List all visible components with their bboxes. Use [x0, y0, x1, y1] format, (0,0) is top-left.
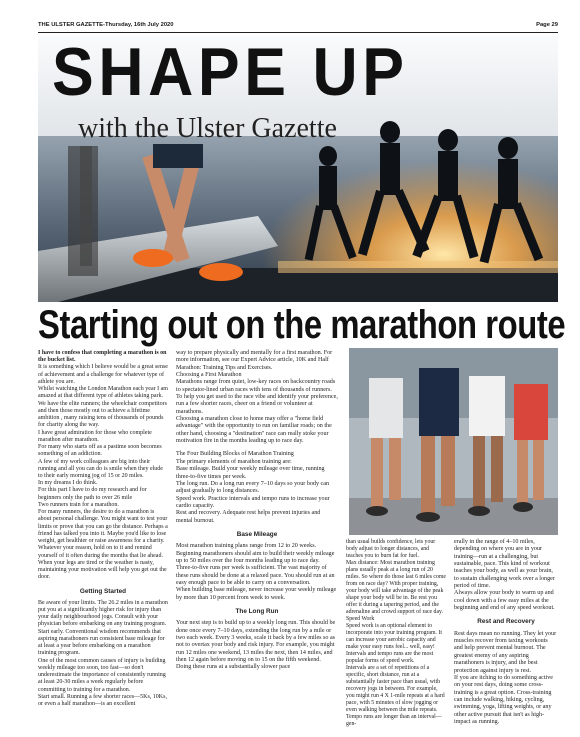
paragraph: We have the elite runners; the wheelchair competitors and then those mostly out to achieve a lifetime ambition , many raising tens of thousands of pounds for charity along the way.: [38, 400, 167, 429]
paragraph: When building base mileage, never increase your weekly mileage by more than 10 percent from week to week.: [176, 587, 337, 601]
hero-subtitle: with the Ulster Gazette: [78, 113, 337, 144]
paragraph: Speed work is an optional element to incorporate into your training program. It can increase your aerobic capacity and make your easy runs feel... well, easy! Intervals and tempo runs are the most popular forms of speed work.: [346, 622, 442, 664]
paragraph: The Four Building Blocks of Marathon Training: [176, 451, 294, 458]
paragraph: Marathons range from quiet, low-key races on backcountry roads to spectator-lined urban races with tens of thousands of runners. To help you get used to the race vibe and identify your preference, run a few shorter races, cheer on a friend or volunteer at marathons.: [176, 379, 338, 415]
paragraph: A few of my work colleagues are big into their running and all you can do is smile when they elude to their early morning jog of 15 or 20 miles.: [38, 458, 163, 479]
section-heading: Base Mileage: [236, 530, 278, 538]
paragraph: Max distance: Most marathon training plans usually peak at a long run of 20 miles. So where do those last 6 miles come from on race day? With proper training, your body will take advantage of the peak shape your body will be in. Be rest you offer it during a tapering period, and the adrenaline and crowd support of race day.: [346, 559, 446, 615]
paragraph: For many runners, the desire to do a marathon is about personal challenge. You might want to test your limits or prove that you can go the distance. Perhaps a friend has talked you into it. Maybe you'd like to lose weight, get healthier or raise awareness for a charity.: [38, 509, 168, 545]
paragraph: One of the most common causes of injury is building weekly mileage too soon, too fast—so don't underestimate the importance of consistently running at least 20-30 miles a week regularly before committing to training for a marathon.: [38, 657, 166, 693]
article-column-2: [176, 350, 338, 672]
lead-paragraph: I have to confess that completing a marathon is on the bucket list.: [38, 350, 167, 364]
paragraph: Start early. Conventional wisdom recommends that aspiring marathoners run consistent base mileage for at least a year before embarking on a marathon training program.: [38, 628, 165, 657]
paragraph: Two runners train for a marathon.: [38, 501, 119, 508]
paragraph: Tempo runs are longer than an interval—gen-: [346, 713, 442, 727]
paragraph: Whatever your reason, hold on to it and remind yourself of it often during the months that lie ahead. When your legs are tired or the weather is nasty, maintaining your motivation will help you get out the door.: [38, 545, 167, 581]
paragraph: Base mileage. Build your weekly mileage over time, running three-to-five times per week.: [176, 466, 325, 480]
paragraph: Most marathon training plans range from 12 to 20 weeks. Beginning marathoners should aim to build their weekly mileage up to 50 miles over the four months leading up to race day.: [176, 543, 335, 564]
paragraph: The primary elements of marathon training are:: [176, 458, 292, 465]
paragraph: Always allow your body to warm up and cool down with a few easy miles at the beginning and end of any speed workout.: [454, 590, 555, 612]
paragraph: than usual builds confidence, lets your body adjust to longer distances, and teaches you to burn fat for fuel.: [346, 539, 436, 559]
paragraph: Start small. Running a few shorter races—5Ks, 10Ks, or even a half marathon—is an excellent: [38, 693, 167, 708]
paragraph: For many who starts off as a pastime soon becomes something of an addiction.: [38, 444, 162, 458]
paragraph: Three-to-five runs per week is sufficient. The vast majority of these runs should be done at a relaxed pace. You should run at an easy enough pace to be able to carry on a conversation.: [176, 565, 335, 586]
paragraph: Intervals are a set of repetitions of a specific, short distance, run at a substantially faster pace than usual, with recovery jogs in between. For example, you might run 4 X 1-mile repeats at a hard pace, with 5 minutes of slow jogging or even walking between the mile repeats.: [346, 664, 445, 713]
article-headline: Starting out on the marathon route: [38, 303, 566, 347]
hero-title: SHAPE UP: [52, 36, 409, 110]
paragraph: Choosing a marathon close to home may offer a "home field advantage" with the opportunity to run on familiar roads; on the other hand, choosing a "destination" race can really stoke your motivation fire in the months leading up to race day.: [176, 416, 332, 445]
paragraph: Rest days mean no running. They let your muscles recover from taxing workouts and help prevent mental burnout. The greatest enemy of any aspiring marathoners is injury, and the best protection against injury is rest.: [454, 630, 557, 674]
section-heading: Rest and Recovery: [477, 618, 535, 626]
paragraph: In my dreams I do think.: [38, 480, 98, 487]
paragraph: Rest and recovery. Adequate rest helps prevent injuries and mental burnout.: [176, 510, 321, 524]
paragraph: If you are itching to do something active on your rest days, doing some cross-training is a great option. Cross-training can include walking, hiking, cycling, swimming, yoga, lifting weights, or any other active pursuit that isn't as high-impact as running.: [454, 674, 553, 725]
paragraph: Be aware of your limits. The 26.2 miles in a marathon put you at a significantly higher risk for injury than your daily neighbourhood jogs. Consult with your physician before embarking on any training program.: [38, 599, 168, 628]
paragraph: Speed Work: [346, 615, 375, 622]
runners-photo: [349, 348, 558, 535]
paragraph: erally in the range of 4–10 miles, depending on where you are in your training—run at a challenging, but sustainable, pace. This kind of workout teaches your body, as well as your brain, to sustain challenging work over a longer period of time.: [454, 539, 555, 590]
section-heading: Getting Started: [79, 587, 127, 595]
article-column-3: [346, 539, 446, 728]
masthead-date: THE ULSTER GAZETTE-Thursday, 16th July 2020: [38, 22, 174, 28]
paragraph: I have great admiration for those who complete marathon after marathon.: [38, 429, 152, 443]
paragraph: Whilst watching the London Marathon each year I am amazed at that different type of athletes taking park.: [38, 386, 168, 400]
paragraph: way to prepare physically and mentally for a first marathon. For more information, see our Expert Advice article, 10K and Half Marathon: Training Tips and Exercises.: [176, 350, 333, 371]
paragraph: Choosing a First Marathon: [176, 372, 242, 379]
paragraph: Your next step is to build up to a weekly long run. This should be done once every 7–10 days, extending the long run by a mile or two each week. Every 3 weeks, scale it back by a few miles so as not to overtax your body and risk injury. For example, you might run 12 miles one weekend, 13 miles the next, then 14 miles, and then 12 again before moving on to 15 on the fifth weekend.: [176, 620, 336, 664]
hero-photo: [38, 36, 558, 302]
paragraph: The long run. Do a long run every 7–10 days so your body can adjust gradually to long distances.: [176, 480, 329, 495]
section-heading: The Long Run: [235, 608, 279, 615]
paragraph: For this part I have to do my research and for beginners only the path to over 26 mile: [38, 487, 147, 501]
runners-illustration: [349, 348, 558, 535]
paragraph: Speed work. Practice intervals and tempo runs to increase your cardio capacity.: [176, 495, 330, 509]
article-column-4: [454, 539, 558, 726]
paragraph: It is something which I believe would be a great sense of achievement and a challenge for whatever type of athlete you are.: [38, 364, 168, 385]
article-column-1: [38, 350, 168, 708]
paragraph: Doing these runs at a substantially slower pace: [176, 664, 291, 671]
page-number: Page 29: [536, 22, 558, 28]
header-rule: [38, 32, 558, 33]
